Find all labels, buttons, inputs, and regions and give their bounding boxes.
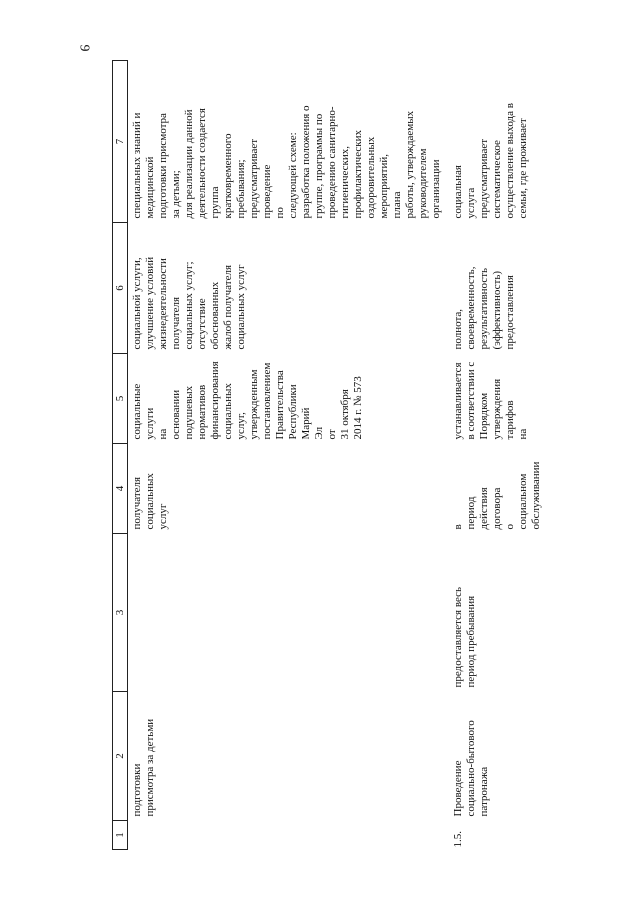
header-row bbox=[113, 61, 128, 850]
column-number-5: 5 bbox=[113, 354, 128, 444]
service-period: предоставляется весь период пребывания bbox=[452, 587, 477, 688]
column-number-3: 3 bbox=[113, 534, 128, 692]
service-cost: устанавливается в соответствии с Порядком утверждения тарифов на bbox=[452, 361, 529, 440]
column-number-7: 7 bbox=[113, 61, 128, 223]
service-conditions: социальная услуга предусматривает систематическое осуществление выхода в семьи, где проживает bbox=[452, 103, 529, 219]
page-number: 9 bbox=[76, 44, 92, 52]
row-number: 1.5. bbox=[452, 831, 464, 848]
service-cost: социальные услуги на основании подушевых нормативов финансирования социальных услуг, утвержденным постановлением Правительства Республики Марий Эл от 31 октября 2014 г. № 573 bbox=[131, 361, 364, 440]
service-period bbox=[128, 534, 450, 692]
table-row bbox=[128, 61, 450, 850]
column-number-2: 2 bbox=[113, 692, 128, 821]
services-table bbox=[112, 60, 550, 850]
service-recipient: в период действия договора о социальном обслуживании bbox=[452, 461, 542, 530]
service-name: подготовки присмотра за детьми bbox=[131, 718, 156, 817]
column-number-4: 4 bbox=[113, 444, 128, 534]
column-number-1: 1 bbox=[113, 821, 128, 850]
service-quality: социальной услуги, улучшение условий жизнедеятельности получателя социальных услуг; отсутствие обоснованных жалоб получателя социальных услуг bbox=[131, 256, 247, 350]
service-recipient: получателя социальных услуг bbox=[131, 473, 169, 530]
service-quality: полнота, своевременность, результативность (эффективность) предоставления bbox=[452, 266, 516, 350]
row-number bbox=[128, 821, 450, 850]
service-conditions: специальных знаний и медицинской подготовки присмотра за детьми; для реализации данной деятельности создается группа кратковременного пребывания; предусматривает проведение по следующей схеме: разработка положения о группе, программы по проведению санитарно- гигиенических, профилактических оздоровительных мероприятий, плана работы, утверждаемых руководителем организации bbox=[131, 105, 442, 219]
service-name: Проведение социально-бытового патронажа bbox=[452, 720, 490, 817]
table-row bbox=[449, 61, 550, 850]
column-number-6: 6 bbox=[113, 223, 128, 354]
